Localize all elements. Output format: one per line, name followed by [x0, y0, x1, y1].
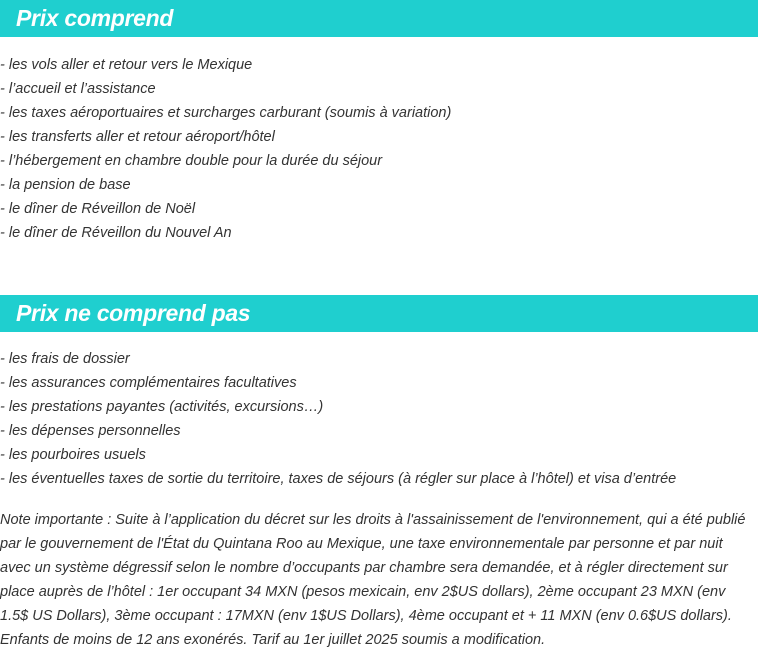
list-item: - l’accueil et l’assistance [0, 81, 156, 97]
list-item: - les transferts aller et retour aéroport/hôtel [0, 129, 275, 145]
list-item: - le dîner de Réveillon du Nouvel An [0, 225, 232, 241]
list-item: - les taxes aéroportuaires et surcharges carburant (soumis à variation) [0, 105, 452, 121]
list-item: - le dîner de Réveillon de Noël [0, 201, 196, 217]
list-item: - l’hébergement en chambre double pour la durée du séjour [0, 153, 383, 169]
list-item: - les prestations payantes (activités, excursions…) [0, 399, 324, 415]
list-item: - les frais de dossier [0, 351, 130, 367]
excluded-list [0, 347, 676, 491]
included-list [0, 53, 451, 245]
list-item: - la pension de base [0, 177, 131, 193]
list-item: - les vols aller et retour vers le Mexique [0, 57, 253, 73]
excluded-section-title: Prix ne comprend pas [0, 295, 758, 332]
list-item: - les assurances complémentaires facultatives [0, 375, 297, 391]
list-item: - les dépenses personnelles [0, 423, 181, 439]
included-section-title: Prix comprend [0, 0, 758, 37]
list-item: - les pourboires usuels [0, 447, 146, 463]
list-item: - les éventuelles taxes de sortie du territoire, taxes de séjours (à régler sur place à l’hôtel) et visa d’entrée [0, 471, 677, 487]
important-note: Note importante : Suite à l’application du décret sur les droits à l'assainissement de l'environnement, qui a été publié par le gouvernement de l'État du Quintana Roo au Mexique, une taxe environnementale par personne et par nuit avec un système dégressif selon le nombre d’occupants par chambre sera demandée, et à régler directement sur place auprès de l’hôtel : 1er occupant 34 MXN (pesos mexicain, env 2$US dollars), 2ème occupant 23 MXN (env 1.5$ US Dollars), 3ème occupant : 17MXN (env 1$US Dollars), 4ème occupant et + 11 MXN (env 0.6$US dollars). Enfants de moins de 12 ans exonérés. Tarif au 1er juillet 2025 soumis a modification. [0, 512, 746, 648]
